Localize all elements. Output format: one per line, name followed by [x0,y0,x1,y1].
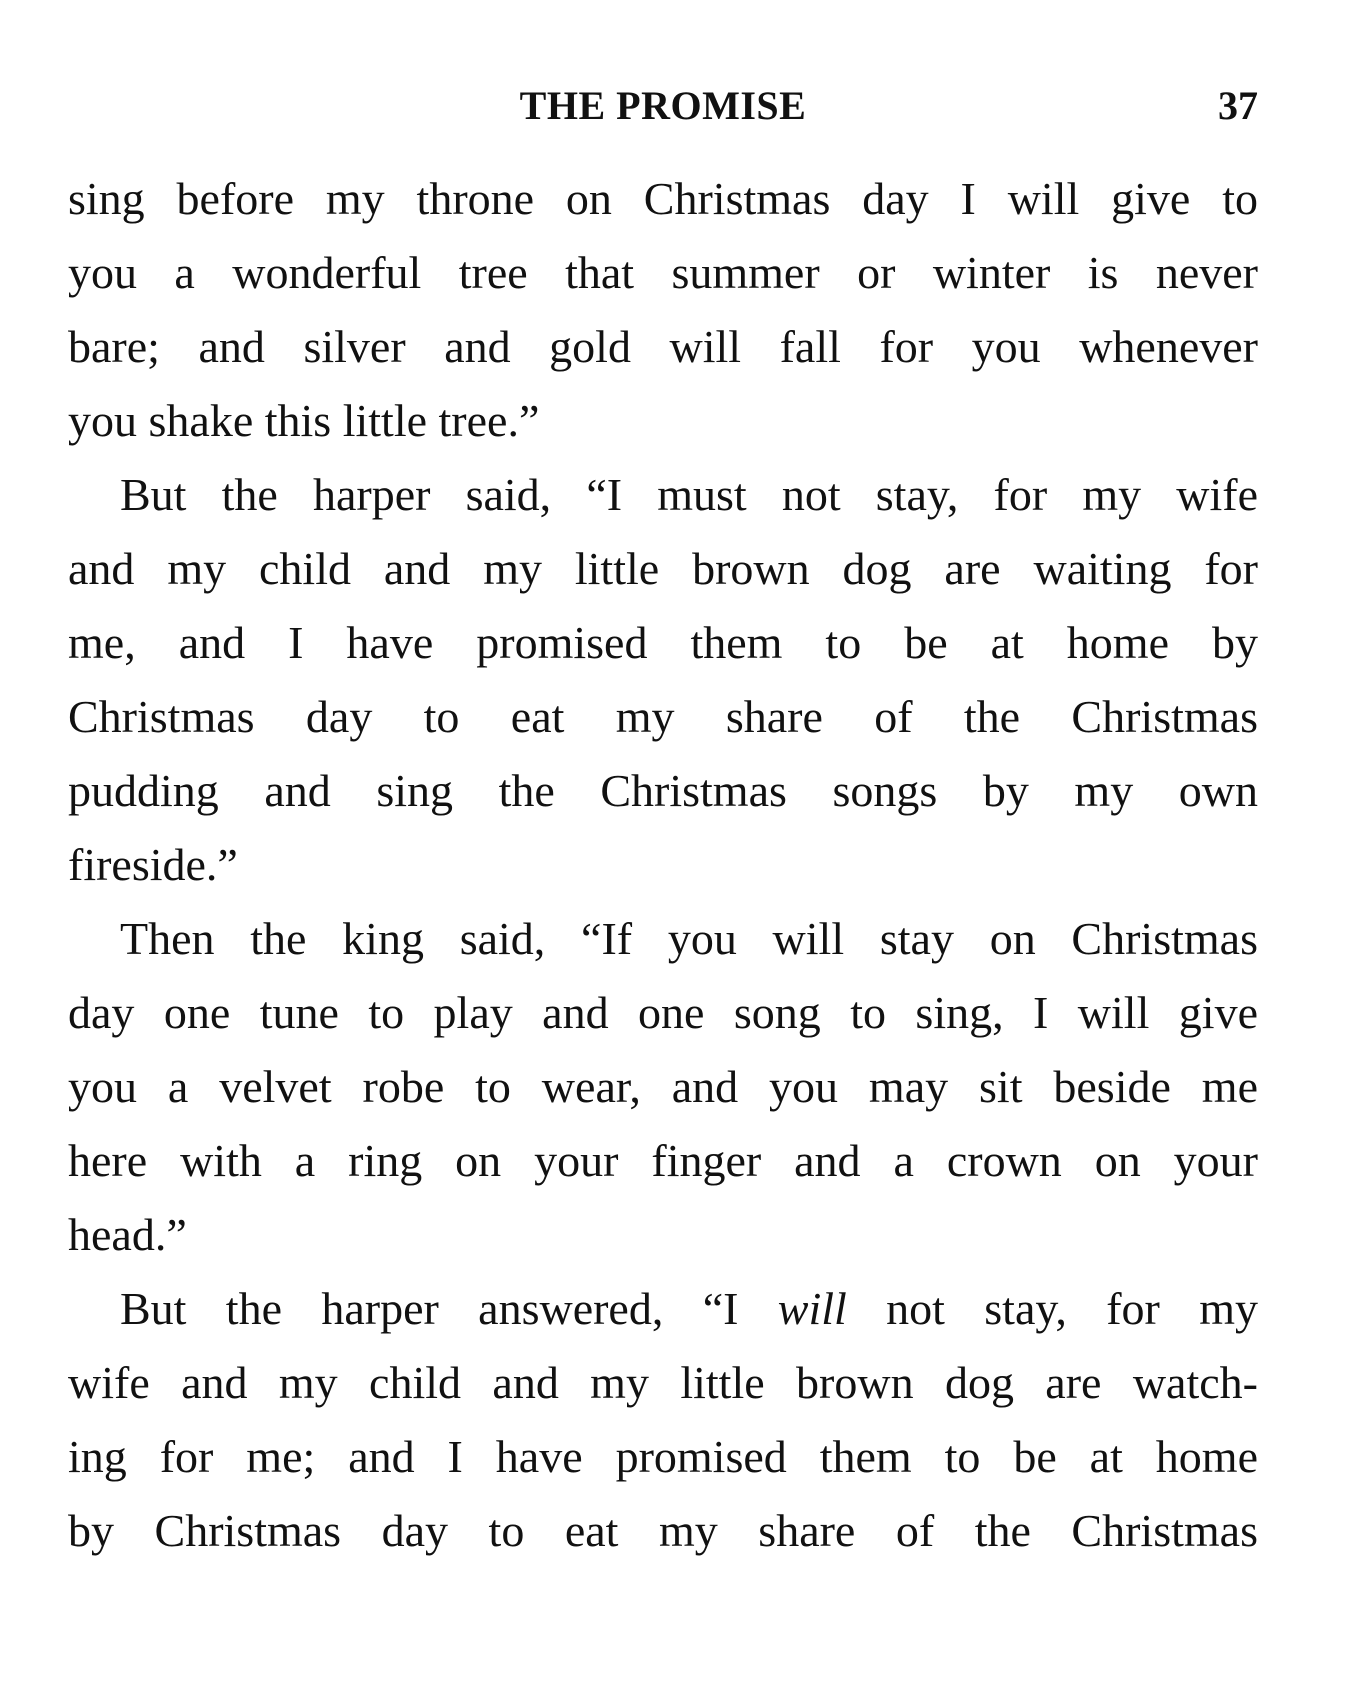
text-segment: not stay, for my [846,1283,1258,1334]
text-line-with-emphasis [68,1272,1258,1346]
paragraph [68,1272,1258,1568]
paragraph [68,902,1258,1272]
text-line: head.” [68,1209,187,1260]
running-head [68,82,1258,132]
text-segment: But the harper answered, “I [120,1283,778,1334]
paragraph [68,162,1258,458]
text-line: But the harper said, “I must not stay, for my wife [120,469,1258,520]
paragraph [68,458,1258,902]
text-line: sing before my throne on Christmas day I will give to [68,173,1258,224]
body-text [68,162,1258,1568]
text-line: me, and I have promised them to be at home by [68,617,1258,668]
text-line: Then the king said, “If you will stay on Christmas [120,913,1258,964]
text-line: you a velvet robe to wear, and you may sit beside me [68,1061,1258,1112]
page-number: 37 [1218,83,1258,128]
text-line: you shake this little tree.” [68,395,540,446]
text-line: fireside.” [68,839,238,890]
text-line: and my child and my little brown dog are waiting for [68,543,1258,594]
running-title: THE PROMISE [519,83,807,128]
text-line: wife and my child and my little brown dog are watch- [68,1357,1258,1408]
text-line: day one tune to play and one song to sing, I will give [68,987,1258,1038]
text-line: bare; and silver and gold will fall for you whenever [68,321,1258,372]
text-line: by Christmas day to eat my share of the Christmas [68,1505,1258,1556]
text-line: pudding and sing the Christmas songs by my own [68,765,1258,816]
text-line: you a wonderful tree that summer or winter is never [68,247,1258,298]
text-line: here with a ring on your finger and a crown on your [68,1135,1258,1186]
text-line: Christmas day to eat my share of the Christmas [68,691,1258,742]
text-line: ing for me; and I have promised them to be at home [68,1431,1258,1482]
emphasized-word: will [777,1283,847,1334]
